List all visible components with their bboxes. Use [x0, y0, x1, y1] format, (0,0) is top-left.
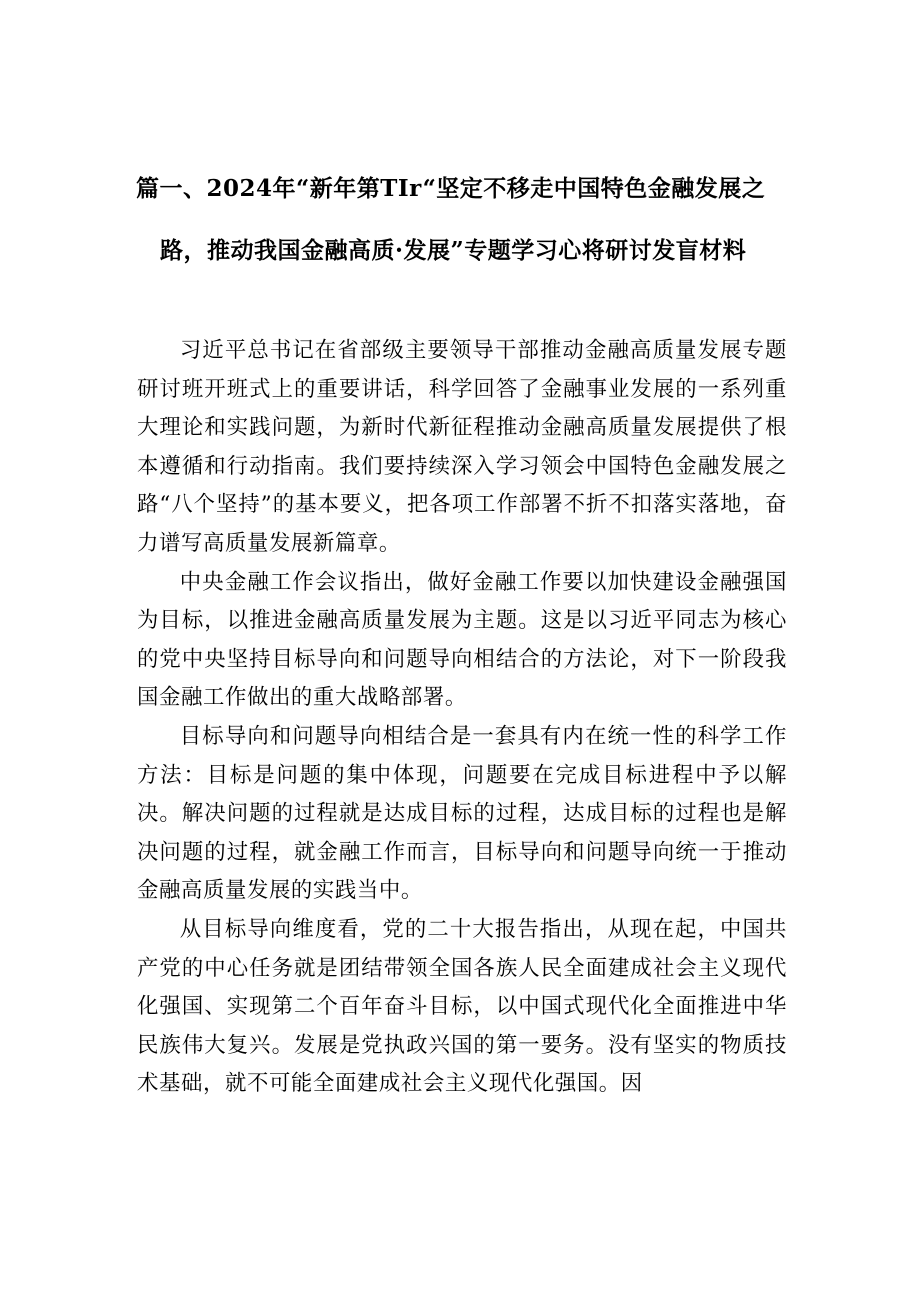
body-paragraph-4: 从目标导向维度看，党的二十大报告指出，从现在起，中国共产党的中心任务就是团结带领全国各族人民全面建成社会主义现代化强国、实现第二个百年奋斗目标，以中国式现代化全面推进中华民族伟大复兴。发展是党执政兴国的第一要务。没有坚实的物质技术基础，就不可能全面建成社会主义现代化强国。因 — [137, 916, 787, 1097]
body-paragraph-1: 习近平总书记在省部级主要领导干部推动金融高质量发展专题研讨班开班式上的重要讲话，科学回答了金融事业发展的一系列重大理论和实践问题，为新时代新征程推动金融高质量发展提供了根本遵循和行动指南。我们要持续深入学习领会中国特色金融发展之路“八个坚持”的基本要义，把各项工作部署不折不扣落实落地，奋力谱写高质量发展新篇章。 — [137, 338, 787, 556]
document-body — [137, 332, 787, 1104]
body-paragraph-3: 目标导向和问题导向相结合是一套具有内在统一性的科学工作方法：目标是问题的集中体现，问题要在完成目标进程中予以解决。解决问题的过程就是达成目标的过程，达成目标的过程也是解决问题的过程，就金融工作而言，目标导向和问题导向统一于推动金融高质量发展的实践当中。 — [137, 723, 787, 904]
body-paragraph-2: 中央金融工作会议指出，做好金融工作要以加快建设金融强国为目标，以推进金融高质量发展为主题。这是以习近平同志为核心的党中央坚持目标导向和问题导向相结合的方法论，对下一阶段我国金融工作做出的重大战略部署。 — [137, 569, 787, 711]
document-title-line-1: 篇一、2024年“新年第TIr“坚定不移走中国特色金融发展之 — [136, 175, 766, 202]
document-title-line-2: 路，推动我国金融高质·发展”专题学习心将研讨发盲材料 — [160, 237, 747, 264]
